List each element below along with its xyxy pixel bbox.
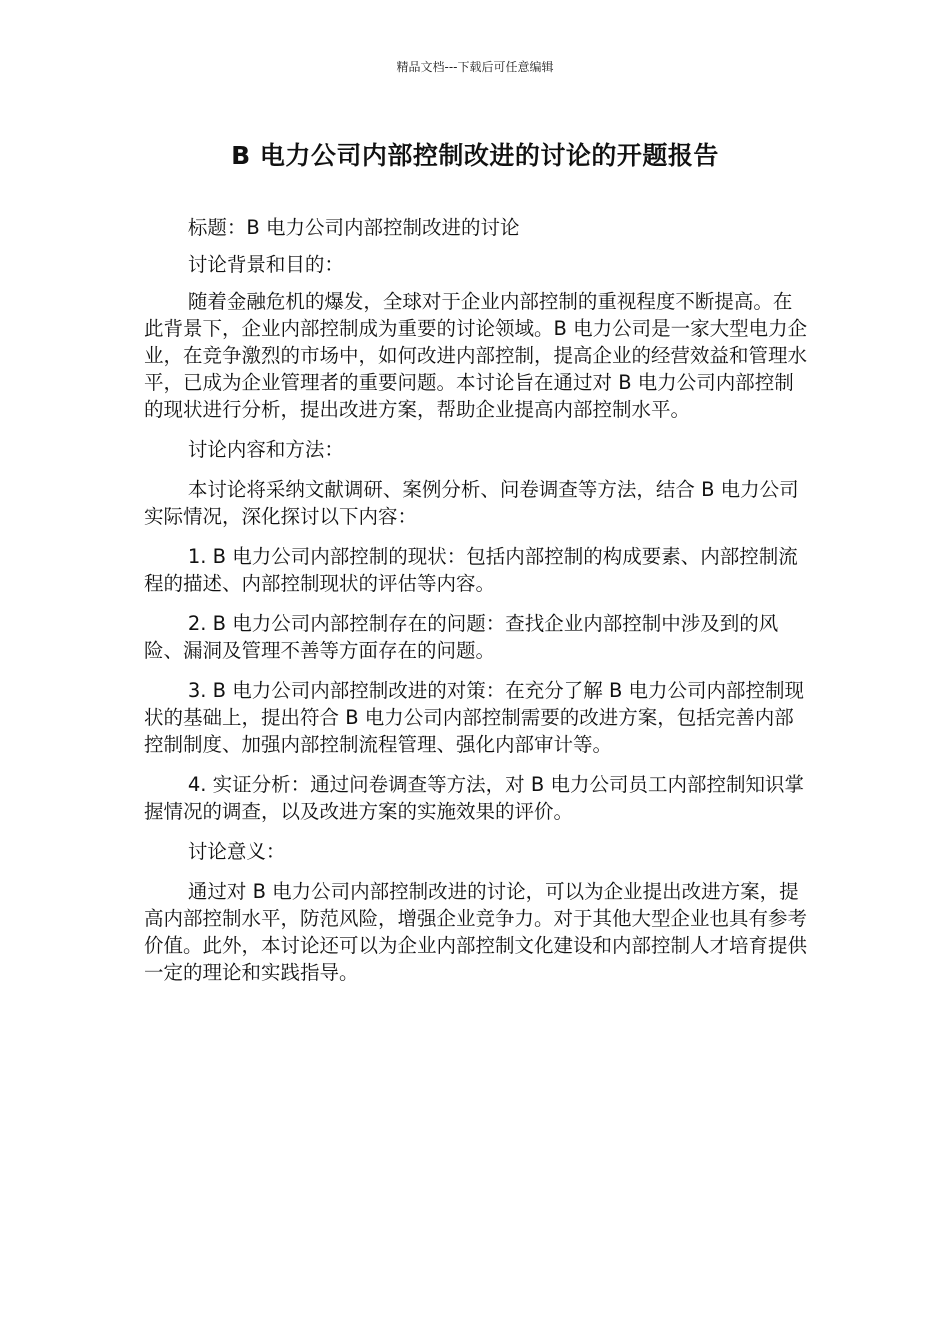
heading-background: 讨论背景和目的： — [187, 253, 344, 276]
paragraph-significance: 通过对 B 电力公司内部控制改进的讨论，可以为企业提出改进方案，提高内部控制水平，防范风险，增强企业竞争力。对于其他大型企业也具有参考价值。此外，本讨论还可以为企业内部控制文化建设和内部控制人才培育提供一定的理论和实践指导。 — [144, 880, 808, 984]
list-item-3: 3. B 电力公司内部控制改进的对策：在充分了解 B 电力公司内部控制现状的基础上，提出符合 B 电力公司内部控制需要的改进方案，包括完善内部控制制度、加强内部控制流程管理、强化内部审计等。 — [144, 679, 805, 756]
list-item-4: 4. 实证分析：通过问卷调查等方法，对 B 电力公司员工内部控制知识掌握情况的调查，以及改进方案的实施效果的评价。 — [144, 773, 804, 823]
paragraph-method: 本讨论将采纳文献调研、案例分析、问卷调查等方法，结合 B 电力公司实际情况，深化探讨以下内容： — [144, 478, 799, 528]
document-body — [144, 214, 808, 986]
list-item-2: 2. B 电力公司内部控制存在的问题：查找企业内部控制中涉及到的风险、漏洞及管理不善等方面存在的问题。 — [144, 612, 779, 662]
heading-significance: 讨论意义： — [187, 840, 286, 863]
heading-content-method: 讨论内容和方法： — [187, 438, 344, 461]
paragraph-background: 随着金融危机的爆发，全球对于企业内部控制的重视程度不断提高。在此背景下，企业内部控制成为重要的讨论领域。B 电力公司是一家大型电力企业，在竞争激烈的市场中，如何改进内部控制，提高企业的经营效益和管理水平，已成为企业管理者的重要问题。本讨论旨在通过对 B 电力公司内部控制的现状进行分析，提出改进方案，帮助企业提高内部控制水平。 — [144, 290, 808, 421]
page-header: 精品文档---下载后可任意编辑 — [396, 60, 554, 74]
paragraph-subject: 标题：B 电力公司内部控制改进的讨论 — [187, 216, 520, 239]
document-title: B 电力公司内部控制改进的讨论的开题报告 — [231, 141, 719, 170]
list-item-1: 1. B 电力公司内部控制的现状：包括内部控制的构成要素、内部控制流程的描述、内部控制现状的评估等内容。 — [144, 545, 798, 595]
